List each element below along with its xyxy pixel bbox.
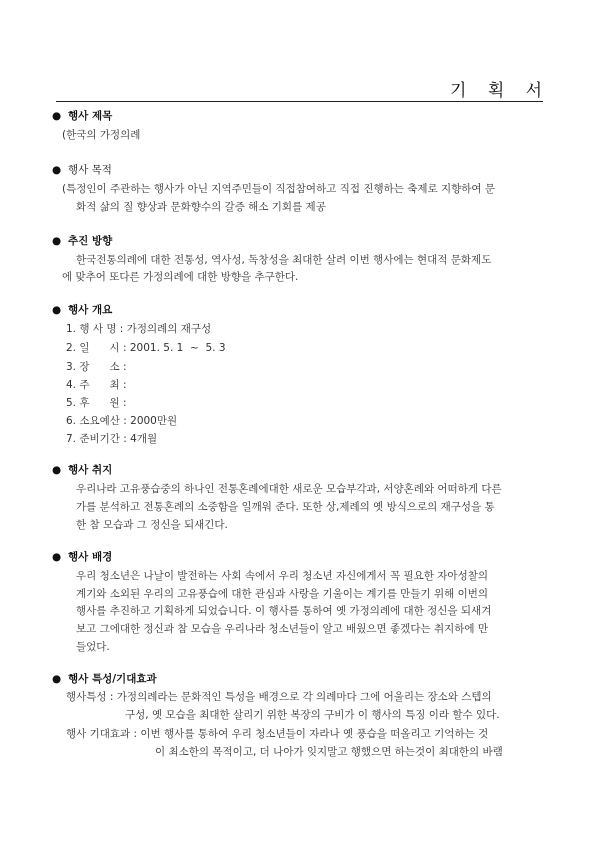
- purpose-line: (특정인이 주관하는 행사가 아닌 지역주민들이 직접참여하고 직접 진행하는 축제로 지향하여 문: [62, 183, 496, 195]
- background-line: 보고 그에대한 정신과 참 모습을 우리나라 청소년들이 알고 배웠으면 좋겠다는 취지하에 만: [76, 623, 489, 635]
- background-line: 행사를 추진하고 기획하게 되었습니다. 이 행사를 통하여 옛 가정의례에 대한 정신을 되새겨: [76, 605, 492, 617]
- section-heading-direction: [52, 233, 112, 248]
- overview-item: 1. 행 사 명 : 가정의례의 재구성: [66, 323, 212, 335]
- bullet-icon: ●: [52, 304, 62, 316]
- document-title: 기 획 서: [450, 81, 551, 101]
- intent-line: 가를 분석하고 전통혼례의 소중함을 일깨워 준다. 또한 상,제례의 옛 방식으로의 재구성을 통: [76, 501, 495, 513]
- event-title-value: (한국의 가정의례: [62, 129, 141, 141]
- heading-text: 행사 취지: [68, 464, 113, 476]
- title-rule: [56, 101, 543, 102]
- features-line: 행사특성 : 가정의례라는 문화적인 특성을 배경으로 각 의례마다 그에 어울리는 장소와 스텝의: [66, 691, 492, 703]
- overview-item: 5. 후 원 :: [66, 397, 127, 409]
- section-heading-title: [52, 108, 112, 123]
- bullet-icon: ●: [52, 464, 62, 476]
- features-line: 행사 기대효과 : 이번 행사를 통하여 우리 청소년들이 자라나 옛 풍습을 떠올리고 기억하는 것: [66, 728, 489, 740]
- background-line: 우리 청소년은 나날이 발전하는 사회 속에서 우리 청소년 자신에게서 꼭 필요한 자아성찰의: [76, 570, 489, 582]
- heading-text: 행사 특성/기대효과: [68, 673, 157, 685]
- features-line: 구성, 옛 모습을 최대한 살리기 위한 복장의 구비가 이 행사의 특징 이라 할수 있다.: [125, 709, 500, 721]
- bullet-icon: ●: [52, 110, 62, 122]
- purpose-line: 화적 삶의 질 향상과 문화향수의 갈증 해소 기회를 제공: [76, 201, 326, 213]
- bullet-icon: ●: [52, 164, 62, 176]
- overview-item: 4. 주 최 :: [66, 379, 127, 391]
- background-line: 계기와 소외된 우리의 고유풍습에 대한 관심과 사랑을 기울이는 계기를 만들기 위해 이번의: [76, 588, 489, 600]
- heading-text: 추진 방향: [68, 235, 113, 247]
- overview-item: 2. 일 시 : 2001. 5. 1 ~ 5. 3: [66, 342, 226, 354]
- bullet-icon: ●: [52, 551, 62, 563]
- overview-item: 3. 장 소 :: [66, 361, 127, 373]
- section-heading-background: [52, 549, 112, 564]
- heading-text: 행사 목적: [68, 164, 112, 176]
- overview-item: 7. 준비기간 : 4개월: [66, 433, 158, 445]
- features-line: 이 최소한의 목적이고, 더 나아가 잊지말고 행했으면 하는것이 최대한의 바램: [155, 746, 503, 758]
- section-heading-purpose: [52, 162, 112, 177]
- section-heading-intent: [52, 462, 112, 477]
- direction-line: 에 맞추어 또다른 가정의례에 대한 방향을 추구한다.: [62, 271, 299, 283]
- heading-text: 행사 제목: [68, 110, 113, 122]
- section-heading-overview: [52, 302, 112, 317]
- heading-text: 행사 개요: [68, 304, 113, 316]
- overview-item: 6. 소요예산 : 2000만원: [66, 415, 178, 427]
- intent-line: 우리나라 고유풍습중의 하나인 전통혼례에대한 새로운 모습부각과, 서양혼례와 어떠하게 다른: [76, 483, 502, 495]
- bullet-icon: ●: [52, 235, 62, 247]
- heading-text: 행사 배경: [68, 551, 113, 563]
- bullet-icon: ●: [52, 673, 62, 685]
- intent-line: 한 참 모습과 그 정신을 되새긴다.: [76, 519, 228, 531]
- background-line: 들었다.: [76, 641, 110, 653]
- direction-line: 한국전통의례에 대한 전통성, 역사성, 독창성을 최대한 살려 이번 행사에는 현대적 문화제도: [76, 254, 492, 266]
- section-heading-features: [52, 671, 157, 686]
